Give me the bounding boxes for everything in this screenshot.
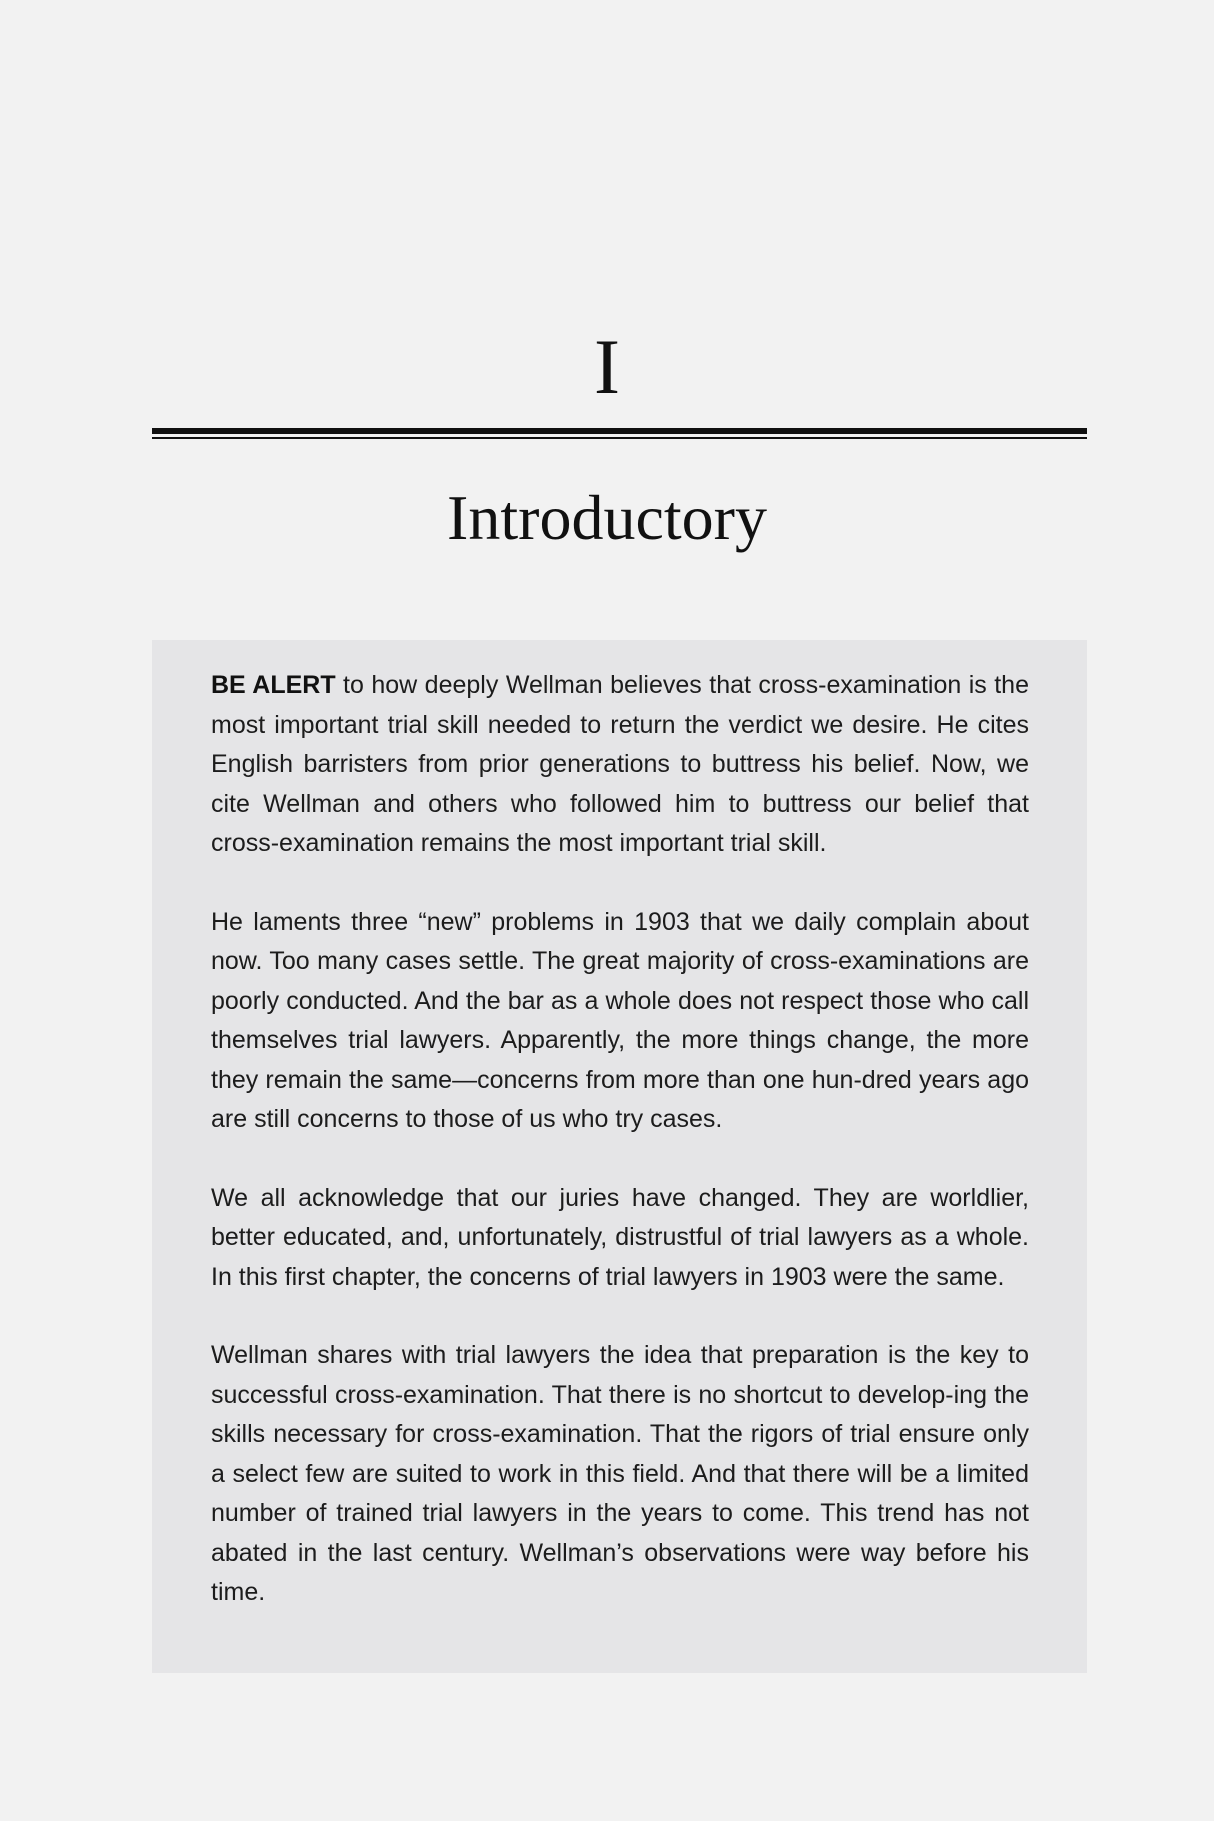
commentary-box (152, 640, 1087, 1673)
commentary-paragraph-1-text: to how deeply Wellman believes that cross-examination is the most important trial skill needed to return the verdict we desire. He cites English barristers from prior generations to buttress his belief. Now, we cite Wellman and others who followed him to buttress our belief that cross-examination remains the most important trial skill. (211, 671, 1029, 857)
chapter-number: I (594, 323, 620, 410)
commentary-paragraph-1 (211, 666, 1029, 864)
commentary-paragraph-4: Wellman shares with trial lawyers the idea that preparation is the key to successful cross-examination. That there is no shortcut to develop-ing the skills necessary for cross-examination. That the rigors of trial ensure only a select few are suited to work in this field. And that there will be a limited number of trained trial lawyers in the years to come. This trend has not abated in the last century. Wellman’s observations were way before his time. (211, 1341, 1029, 1606)
commentary-paragraph-2: He laments three “new” problems in 1903 that we daily complain about now. Too many cases settle. The great majority of cross-examinations are poorly conducted. And the bar as a whole does not respect those who call themselves trial lawyers. Apparently, the more things change, the more they remain the same—concerns from more than one hun-dred years ago are still concerns to those of us who try cases. (211, 907, 1029, 1133)
chapter-rule-thin (152, 437, 1087, 439)
lead-in-label: BE ALERT (211, 671, 336, 699)
chapter-title: Introductory (447, 482, 767, 553)
commentary-paragraph-3: We all acknowledge that our juries have changed. They are worldlier, better educated, and, unfortunately, distrustful of trial lawyers as a whole. In this first chapter, the concerns of trial lawyers in 1903 were the same. (211, 1183, 1029, 1291)
chapter-rule-thick (152, 428, 1087, 434)
